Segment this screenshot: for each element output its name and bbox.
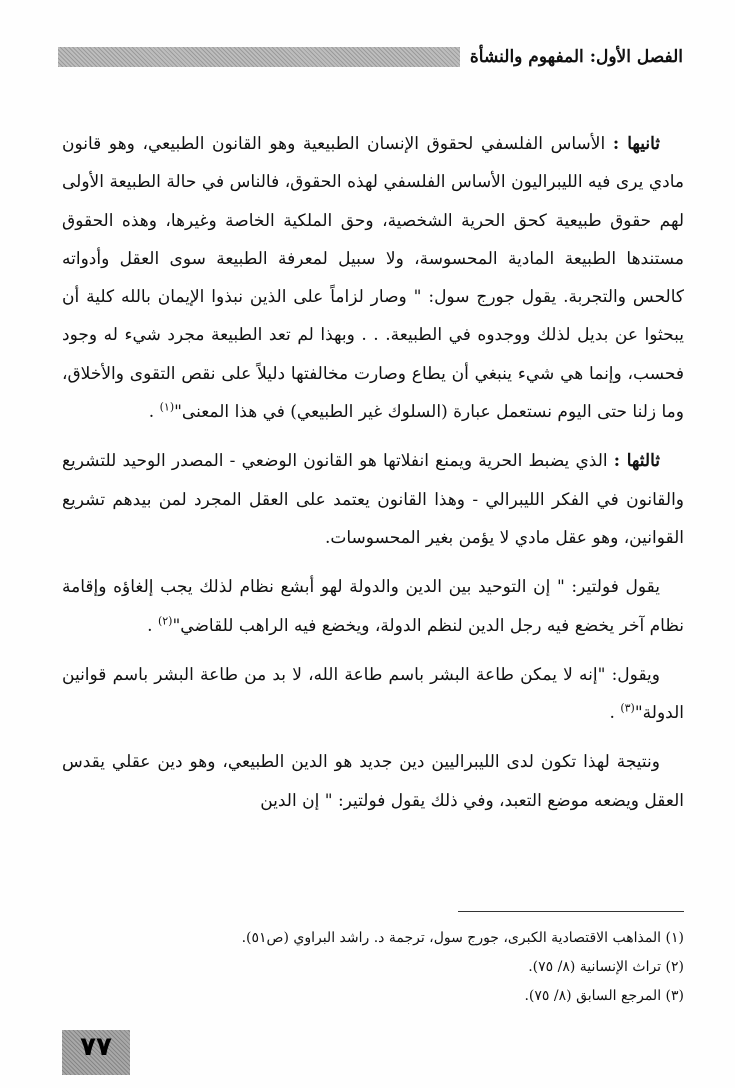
footnote-marker[interactable]: (١) [159,400,175,414]
paragraph-lead: ثالثها : [613,451,660,472]
page-number-box [62,1030,130,1075]
paragraph-text: ويقول: "إنه لا يمكن طاعة البشر باسم طاعة الله، لا بد من طاعة البشر باسم قوانين الدولة" [62,664,684,724]
paragraph-voltaire-second-quote [62,656,684,733]
running-header [58,42,683,72]
footnote-item: (٣) المرجع السابق (٨/ ٧٥). [524,988,684,1004]
footnote-marker[interactable]: (٣) [620,701,635,715]
paragraph-text: ونتيجة لهذا تكون لدى الليبراليين دين جديد هو الدين الطبيعي، وهو دين عقلي يقدس العقل ويضعه موضع التعبد، وفي ذلك يقول فولتير: " إن الدين [62,752,684,811]
footnote-marker[interactable]: (٢) [157,613,173,627]
paragraph-text: الذي يضبط الحرية ويمنع انفلاتها هو القانون الوضعي - المصدر الوحيد للتشريع والقانون في الفكر الليبرالي - وهذا القانون يعتمد على العقل المجرد لمن بيدهم تشريع القوانين، وهو عقل مادي لا يؤمن بغير المحسوسات. [62,451,684,548]
paragraph-third-basis [62,442,684,557]
paragraph-text: الأساس الفلسفي لحقوق الإنسان الطبيعية وهو القانون الطبيعي، وهو قانون مادي يرى فيه الليبراليون الأساس الفلسفي لهذه الحقوق، فالناس في حالة الطبيعة الأولى لهم حقوق طبيعية كحق الحرية الشخصية، وحق الملكية الخاصة وغيرها، وهذه الحقوق مستندها الطبيعة المادية المحسوسة، ولا سبيل لمعرفة الطبيعة سوى العقل وأدواته كالحس والتجربة. يقول جورج سول: " وصار لزاماً على الذين نبذوا الإيمان بالله كلية أن يبحثوا عن بديل لذلك ووجدوه في الطبيعة. . . وبهذا لم تعد الطبيعة مجرد شيء له وجود فحسب، وإنما هي شيء ينبغي أن يطاع وصارت مخالفتها دليلاً على نقص التقوى والأخلاق، وما زلنا حتى اليوم نستعمل عبارة (السلوك غير الطبيعي) في هذا المعنى" [62,134,684,423]
paragraph-second-basis [62,125,684,431]
paragraph-end: . [609,703,621,724]
paragraph-end: . [148,402,160,423]
body-text [62,125,684,831]
paragraph-text: يقول فولتير: " إن التوحيد بين الدين والدولة لهو أبشع نظام لذلك يجب إلغاؤه وإقامة نظام آخر يخضع فيه رجل الدين لنظم الدولة، ويخضع فيه الراهب للقاضي" [62,577,684,636]
paragraph-lead: ثانيها : [612,134,660,154]
chapter-title: الفصل الأول: المفهوم والنشأة [469,47,683,67]
paragraph-end: . [147,615,158,636]
footnote-separator [458,911,684,912]
footnote-item: (١) المذاهب الاقتصادية الكبرى، جورج سول، ترجمة د. راشد البراوي (ص٥١). [241,930,684,946]
footnote-item: (٢) تراث الإنسانية (٨/ ٧٥). [528,959,684,975]
page-number: ٧٧ [80,1032,112,1062]
paragraph-natural-religion [62,743,684,820]
header-decorative-band [58,47,460,67]
paragraph-voltaire-quote [62,568,684,645]
footnotes [62,924,684,1011]
